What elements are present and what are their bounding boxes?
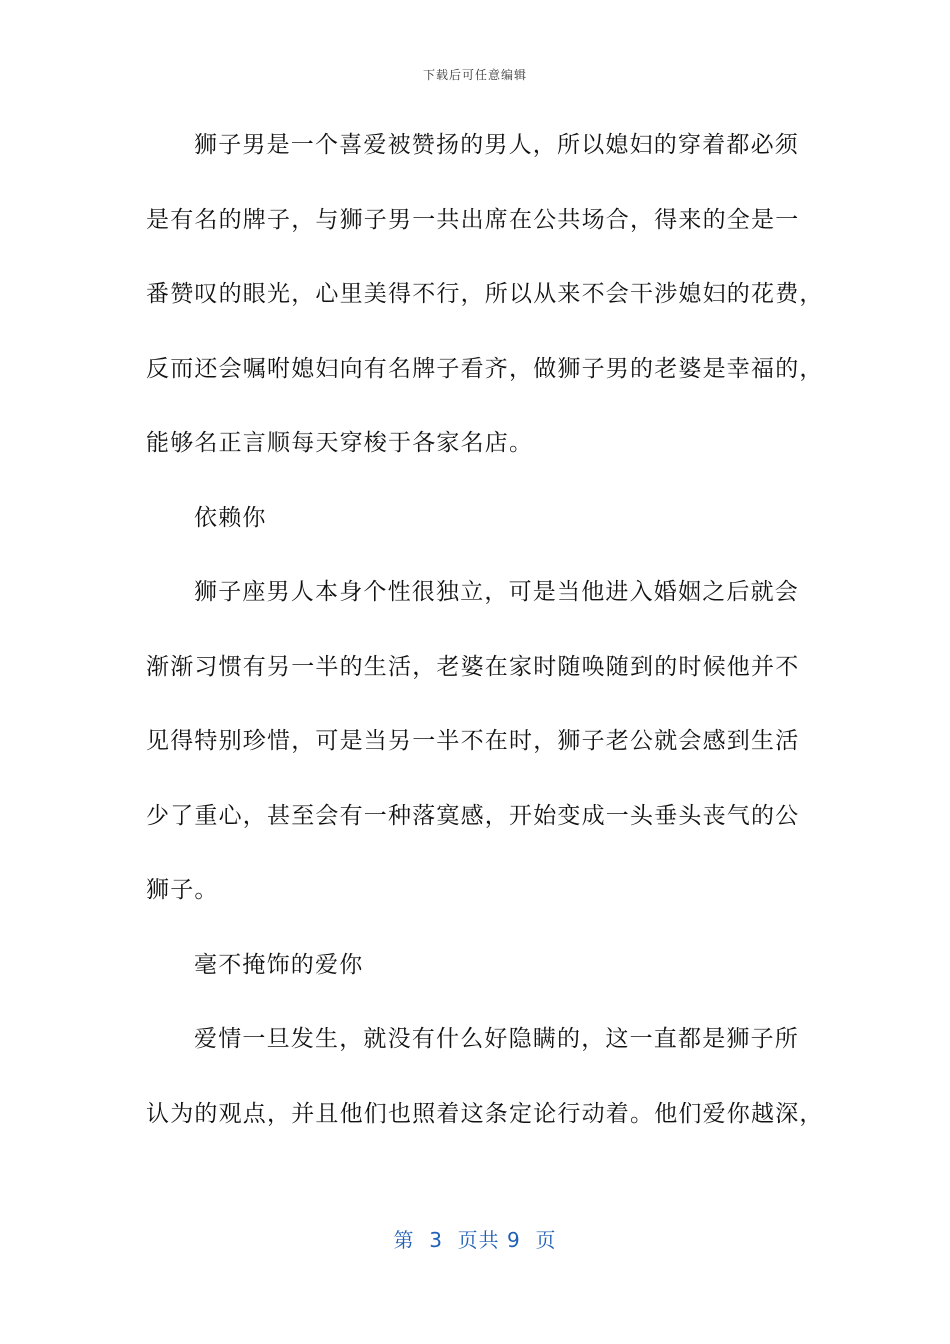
section-heading: 毫不掩饰的爱你 [194, 951, 364, 978]
document-body [146, 120, 824, 1163]
paragraph-line: 认为的观点，并且他们也照着这条定论行动着。他们爱你越深， [146, 1100, 824, 1127]
page-number-footer [0, 1224, 950, 1253]
paragraph-line: 狮子。 [146, 877, 219, 903]
page-header: 下载后可任意编辑 [422, 68, 527, 82]
paragraph-line: 番赞叹的眼光，心里美得不行，所以从来不会干涉媳妇的花费， [146, 281, 824, 307]
section-heading: 依赖你 [194, 504, 267, 531]
paragraph-line: 少了重心，甚至会有一种落寞感，开始变成一头垂头丧气的公 [146, 802, 800, 829]
paragraph-line: 是有名的牌子，与狮子男一共出席在公共场合，得来的全是一 [146, 206, 800, 233]
paragraph-line: 渐渐习惯有另一半的生活，老婆在家时随唤随到的时候他并不 [146, 653, 800, 680]
paragraph-line: 见得特别珍惜，可是当另一半不在时，狮子老公就会感到生活 [146, 728, 800, 754]
paragraph-line: 反而还会嘱咐媳妇向有名牌子看齐，做狮子男的老婆是幸福的， [146, 355, 824, 382]
page-number-text: 第 3 页共 9 页 [393, 1228, 557, 1252]
paragraph-line: 狮子座男人本身个性很独立，可是当他进入婚姻之后就会 [194, 579, 799, 605]
paragraph-line: 爱情一旦发生，就没有什么好隐瞒的，这一直都是狮子所 [194, 1026, 799, 1052]
paragraph-line: 狮子男是一个喜爱被赞扬的男人，所以媳妇的穿着都必须 [194, 132, 799, 158]
paragraph-line: 能够名正言顺每天穿梭于各家名店。 [146, 430, 534, 456]
